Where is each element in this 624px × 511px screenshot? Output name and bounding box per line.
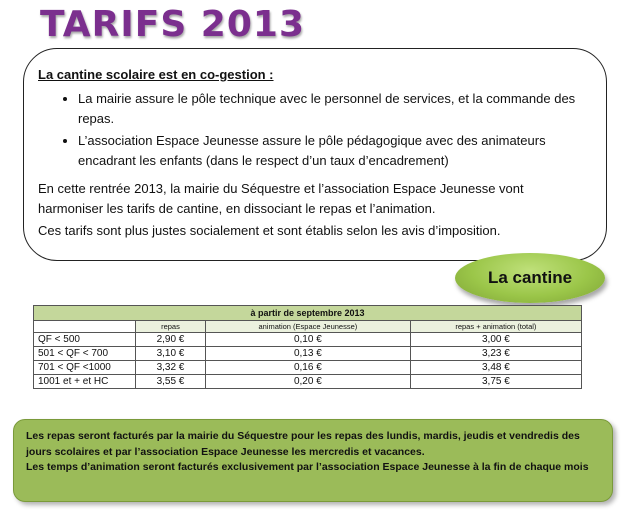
info-heading: La cantine scolaire est en co-gestion : xyxy=(38,67,274,82)
row-label: 501 < QF < 700 xyxy=(34,347,136,361)
info-paragraph: Ces tarifs sont plus justes socialement et sont établis selon les avis d’imposition. xyxy=(38,223,501,238)
table-corner-cell xyxy=(34,321,136,333)
column-header-animation: animation (Espace Jeunesse) xyxy=(205,321,410,333)
total-value: 3,23 € xyxy=(410,347,581,361)
table-row xyxy=(34,347,582,361)
total-value: 3,48 € xyxy=(410,361,581,375)
info-bullet-list xyxy=(38,89,590,171)
table-row xyxy=(34,333,582,347)
repas-value: 3,32 € xyxy=(136,361,206,375)
page-title: TARIFS 2013 xyxy=(40,4,305,45)
animation-value: 0,16 € xyxy=(205,361,410,375)
cantine-badge: La cantine xyxy=(455,253,605,303)
row-label: QF < 500 xyxy=(34,333,136,347)
column-header-total: repas + animation (total) xyxy=(410,321,581,333)
total-value: 3,00 € xyxy=(410,333,581,347)
info-box xyxy=(23,48,607,261)
billing-note-repas: Les repas seront facturés par la mairie du Séquestre pour les repas des lundis, mardis, jeudis et vendredis des jours scolaires et par l’association Espace Jeunesse les mercredis et vacances. xyxy=(26,430,580,458)
animation-value: 0,13 € xyxy=(205,347,410,361)
animation-value: 0,10 € xyxy=(205,333,410,347)
row-label: 1001 et + et HC xyxy=(34,375,136,389)
animation-value: 0,20 € xyxy=(205,375,410,389)
table-row xyxy=(34,375,582,389)
repas-value: 3,55 € xyxy=(136,375,206,389)
repas-value: 3,10 € xyxy=(136,347,206,361)
repas-value: 2,90 € xyxy=(136,333,206,347)
total-value: 3,75 € xyxy=(410,375,581,389)
column-header-repas: repas xyxy=(136,321,206,333)
info-paragraph: En cette rentrée 2013, la mairie du Séquestre et l’association Espace Jeunesse vont harmoniser les tarifs de cantine, en dissociant le repas et l’animation. xyxy=(38,181,524,216)
info-bullet: • La mairie assure le pôle technique avec le personnel de services, et la commande des repas. xyxy=(78,89,590,129)
table-row xyxy=(34,361,582,375)
row-label: 701 < QF <1000 xyxy=(34,361,136,375)
billing-note-animation: Les temps d’animation seront facturés exclusivement par l’association Espace Jeunesse à la fin de chaque mois xyxy=(26,461,589,473)
table-period-header: à partir de septembre 2013 xyxy=(34,306,582,321)
tariff-table xyxy=(33,305,582,389)
billing-note-box xyxy=(13,419,613,502)
info-bullet: • L’association Espace Jeunesse assure le pôle pédagogique avec des animateurs encadrant les enfants (dans le respect d’un taux d’encadrement) xyxy=(78,131,590,171)
